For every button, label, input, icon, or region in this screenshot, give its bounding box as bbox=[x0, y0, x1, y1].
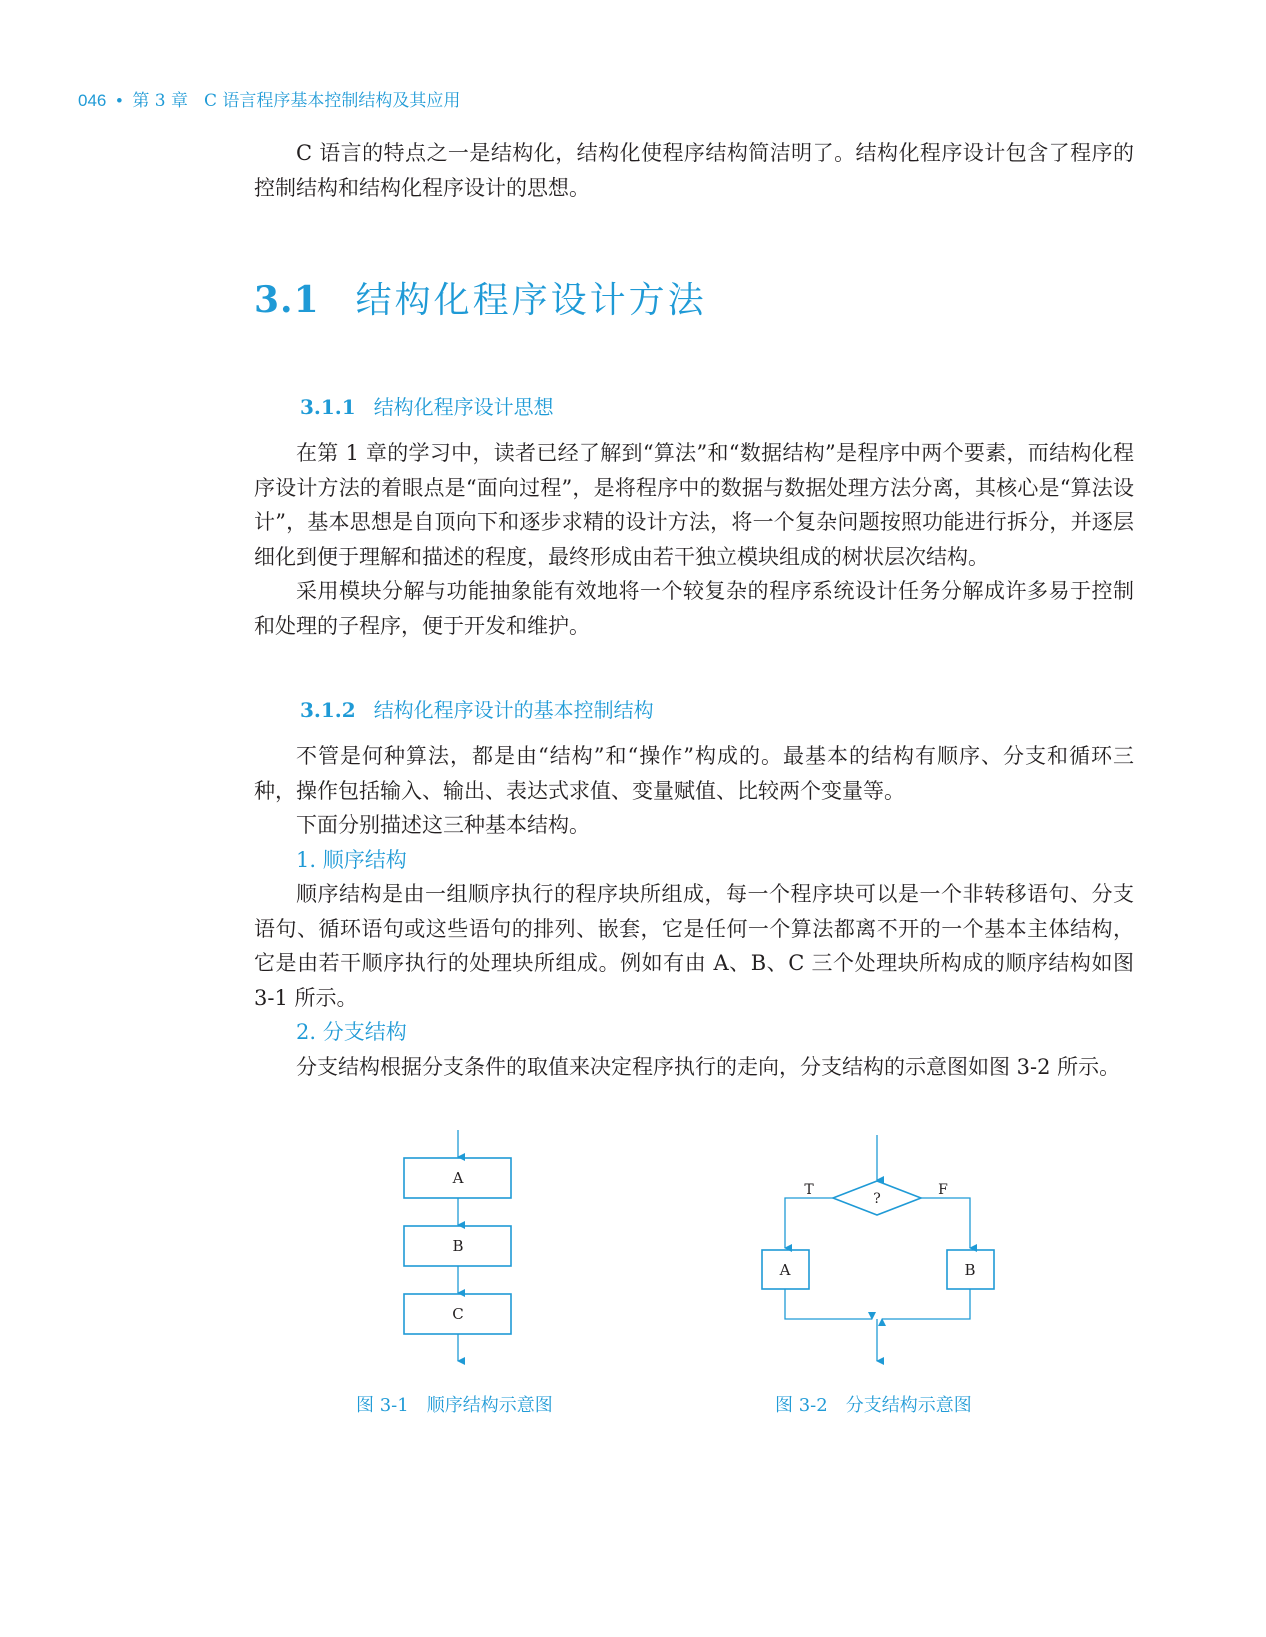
section-heading bbox=[254, 272, 707, 323]
section-number: 3.1 bbox=[254, 279, 320, 321]
subsection-number-1: 3.1.1 bbox=[300, 395, 356, 419]
section-title: 结构化程序设计方法 bbox=[355, 280, 707, 321]
intro-block bbox=[254, 136, 1134, 205]
figure-sequence-diagram bbox=[390, 1125, 530, 1365]
subsection-heading-2 bbox=[300, 694, 654, 723]
paragraph: 采用模块分解与功能抽象能有效地将一个较复杂的程序系统设计任务分解成许多易于控制和处理的子程序，便于开发和维护。 bbox=[254, 579, 1134, 638]
page-number: 046 bbox=[78, 91, 107, 110]
subsection-heading-1 bbox=[300, 391, 554, 420]
item-heading-branch: 2. 分支结构 bbox=[296, 1020, 407, 1044]
merge-line-left bbox=[785, 1289, 872, 1319]
intro-paragraph: C 语言的特点之一是结构化，结构化使程序结构简洁明了。结构化程序设计包含了程序的控制结构和结构化程序设计的思想。 bbox=[254, 141, 1134, 200]
chapter-label: 第 3 章 bbox=[132, 91, 188, 111]
false-label: F bbox=[938, 1182, 948, 1198]
item-heading-sequence: 1. 顺序结构 bbox=[296, 847, 407, 872]
box-label-a: A bbox=[779, 1261, 791, 1279]
figure-2-caption: 图 3-2 分支结构示意图 bbox=[775, 1395, 972, 1416]
box-label-c: C bbox=[452, 1305, 464, 1323]
condition-label: ? bbox=[873, 1191, 881, 1207]
header-separator: • bbox=[116, 91, 123, 110]
box-label-a: A bbox=[452, 1169, 464, 1187]
subsection-number-2: 3.1.2 bbox=[300, 698, 356, 722]
paragraph: 分支结构根据分支条件的取值来决定程序执行的走向，分支结构的示意图如图 3-2 所示。 bbox=[296, 1054, 1121, 1079]
paragraph: 顺序结构是由一组顺序执行的程序块所组成，每一个程序块可以是一个非转移语句、分支语句、循环语句或这些语句的排列、嵌套，它是任何一个算法都离不开的一个基本主体结构，它是由若干顺序执行的处理块所组成。例如有由 A、B、C 三个处理块所构成的顺序结构如图 3-1 所示。 bbox=[254, 882, 1134, 1010]
subsection-1-body bbox=[254, 436, 1134, 643]
figure-1-caption: 图 3-1 顺序结构示意图 bbox=[356, 1395, 553, 1416]
paragraph: 在第 1 章的学习中，读者已经了解到“算法”和“数据结构”是程序中两个要素，而结构化程序设计方法的着眼点是“面向过程”，是将程序中的数据与数据处理方法分离，其核心是“算法设计”，基本思想是自顶向下和逐步求精的设计方法，将一个复杂问题按照功能进行拆分，并逐层细化到便于理解和描述的程度，最终形成由若干独立模块组成的树状层次结构。 bbox=[254, 441, 1134, 569]
subsection-title-1: 结构化程序设计思想 bbox=[373, 395, 554, 419]
chapter-title: C 语言程序基本控制结构及其应用 bbox=[203, 91, 461, 111]
false-branch-line bbox=[921, 1198, 970, 1248]
subsection-title-2: 结构化程序设计的基本控制结构 bbox=[373, 698, 654, 722]
true-branch-line bbox=[785, 1198, 833, 1248]
box-label-b: B bbox=[452, 1237, 464, 1255]
running-header bbox=[78, 86, 460, 111]
subsection-2-body bbox=[254, 739, 1134, 1084]
merge-line-right bbox=[882, 1289, 970, 1319]
figure-branch-diagram bbox=[755, 1130, 1005, 1365]
true-label: T bbox=[804, 1182, 814, 1198]
paragraph: 不管是何种算法，都是由“结构”和“操作”构成的。最基本的结构有顺序、分支和循环三种，操作包括输入、输出、表达式求值、变量赋值、比较两个变量等。 bbox=[254, 744, 1134, 803]
paragraph: 下面分别描述这三种基本结构。 bbox=[296, 813, 590, 837]
box-label-b: B bbox=[964, 1261, 976, 1279]
